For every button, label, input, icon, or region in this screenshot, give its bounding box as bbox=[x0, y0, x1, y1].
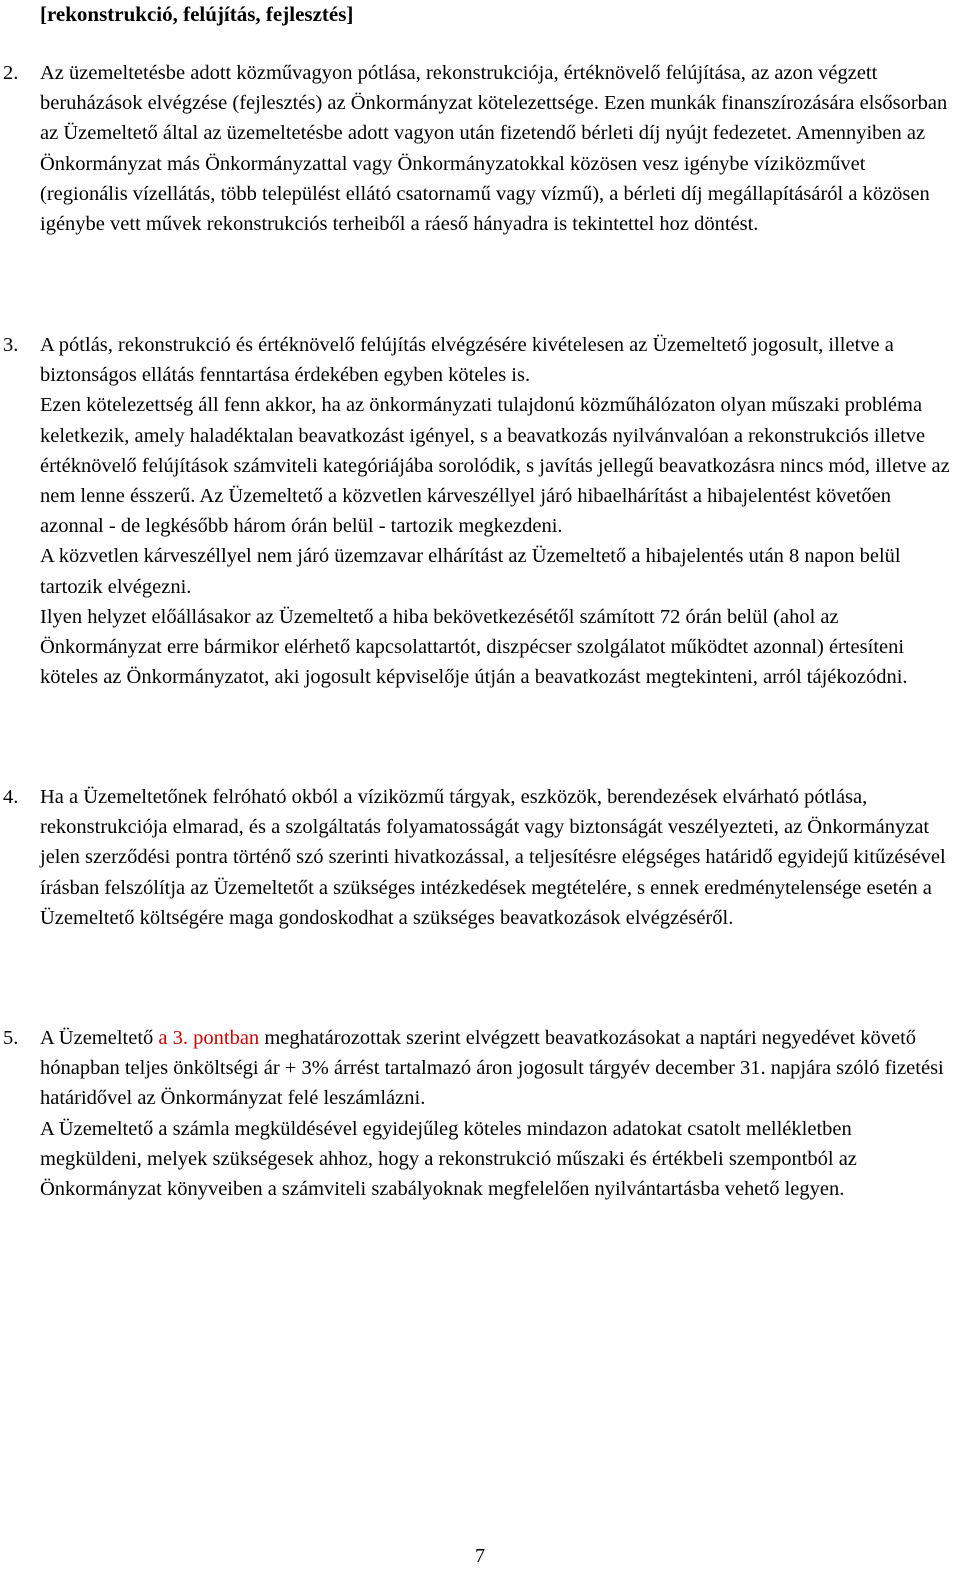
item-number: 4. bbox=[3, 786, 19, 808]
item-number: 5. bbox=[3, 1027, 19, 1049]
item-paragraph: Ha a Üzemeltetőnek felróható okból a víziközmű tárgyak, eszközök, berendezések elvárható pótlása, rekonstrukciója elmarad, és a szolgáltatás folyamatosságát vagy biztonságát veszélyezteti, az Önkormányzat jelen szerződési pontra történő szó szerinti hivatkozással, a teljesítésre elégséges határidő egyidejű kitűzésével írásban felszólítja az Üzemeltetőt a szükséges intézkedések megtételére, s ennek eredménytelensége esetén a Üzemeltető költségére maga gondoskodhat a szükséges beavatkozások elvégzéséről. bbox=[40, 786, 946, 929]
item-number: 2. bbox=[3, 62, 19, 84]
item-paragraph: A Üzemeltető a számla megküldésével egyidejűleg köteles mindazon adatokat csatolt mellékletben megküldeni, melyek szükségesek ahhoz, hogy a rekonstrukció műszaki és értékbeli szempontból az Önkormányzat könyveiben a számviteli szabályoknak megfelelően nyilvántartásba vehető legyen. bbox=[40, 1117, 857, 1201]
item-text: A Üzemeltető bbox=[40, 1027, 159, 1049]
cross-reference-link[interactable]: a 3. pontban bbox=[158, 1027, 260, 1049]
item-paragraph: A közvetlen kárveszéllyel nem járó üzemzavar elhárítást az Üzemeltető a hibajelentés után 8 napon belül tartozik elvégezni. bbox=[40, 545, 901, 598]
page-number: 7 bbox=[475, 1545, 485, 1567]
item-paragraph: Ezen kötelezettség áll fenn akkor, ha az önkormányzati tulajdonú közműhálózaton olyan műszaki probléma keletkezik, amely haladéktalan beavatkozást igényel, s a beavatkozás nyilvánvalóan a rekonstrukciós illetve értéknövelő felújítások számviteli kategóriájába sorolódik, s javítás jellegű beavatkozásra nincs mód, illetve az nem lenne ésszerű. Az Üzemeltető a közvetlen kárveszéllyel járó hibaelhárítást a hibajelentést követően azonnal - de legkésőbb három órán belül - tartozik megkezdeni. bbox=[40, 394, 950, 538]
item-paragraph: Az üzemeltetésbe adott közművagyon pótlása, rekonstrukciója, értéknövelő felújítása, az azon végzett beruházások elvégzése (fejlesztés) az Önkormányzat kötelezettsége. Ezen munkák finanszírozására elsősorban az Üzemeltető által az üzemeltetésbe adott vagyon után fizetendő bérleti díj nyújt fedezetet. Amennyiben az Önkormányzat más Önkormányzattal vagy Önkormányzatokkal közösen vesz igénybe víziközművet (regionális vízellátás, több települést ellátó csatornamű vagy vízmű), a bérleti díj megállapításáról a közösen igénybe vett művek rekonstrukciós terheiből a ráeső hányadra is tekintettel hoz döntést. bbox=[40, 62, 948, 236]
section-heading: [rekonstrukció, felújítás, fejlesztés] bbox=[40, 2, 354, 26]
numbered-item-5 bbox=[3, 1023, 952, 1204]
item-paragraph bbox=[40, 1023, 952, 1114]
item-text: meghatározottak szerint elvégzett beavatkozásokat a naptári negyedévet követő hónapban teljes önköltségi ár + 3% árrést tartalmazó áron jogosult tárgyév december 31. napjára szóló fizetési határidővel az Önkormányzat felé leszámlázni. bbox=[40, 1027, 944, 1110]
item-number: 3. bbox=[3, 334, 19, 356]
item-paragraph: A pótlás, rekonstrukció és értéknövelő felújítás elvégzésére kivételesen az Üzemeltető jogosult, illetve a biztonságos ellátás fenntartása érdekében egyben köteles is. bbox=[40, 334, 894, 387]
item-paragraph: Ilyen helyzet előállásakor az Üzemeltető a hiba bekövetkezésétől számított 72 órán belül (ahol az Önkormányzat erre bármikor elérhető kapcsolattartót, diszpécser szolgálatot működtet azonnal) értesíteni köteles az Önkormányzatot, aki jogosult képviselője útján a beavatkozást megtekinteni, arról tájékozódni. bbox=[40, 605, 908, 689]
numbered-item-3 bbox=[3, 330, 952, 692]
numbered-item-2 bbox=[3, 58, 952, 239]
numbered-item-4 bbox=[3, 782, 952, 933]
